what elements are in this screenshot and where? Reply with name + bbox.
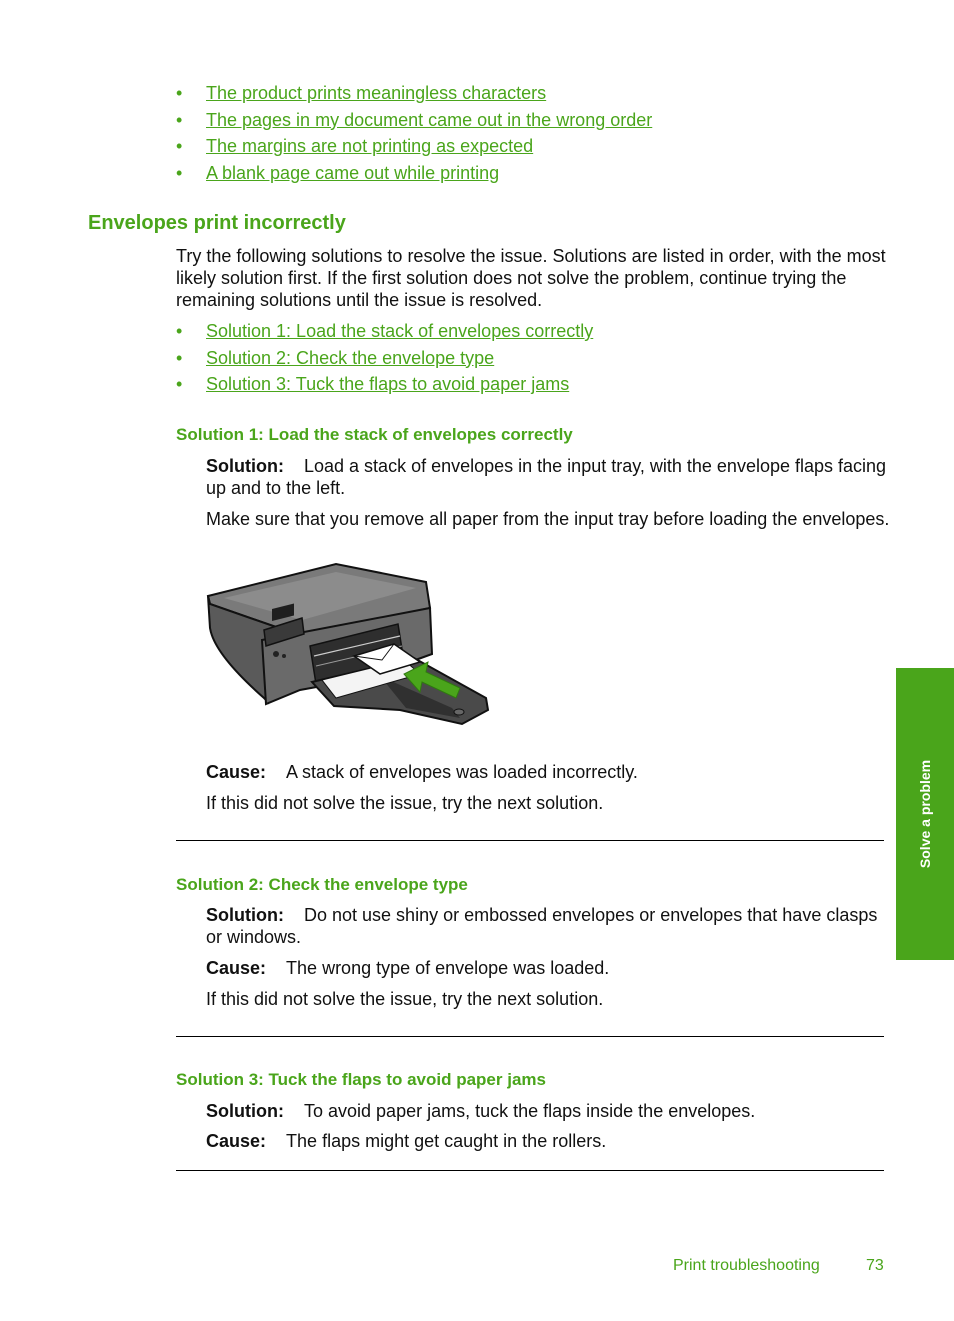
side-tab — [896, 668, 954, 960]
footer-section: Print troubleshooting — [673, 1257, 820, 1274]
solution-1-cause — [206, 761, 896, 783]
link-blank-page[interactable]: A blank page came out while printing — [206, 162, 500, 183]
section-divider — [176, 1170, 884, 1171]
solution-2-body: Do not use shiny or embossed envelopes or envelopes that have clasps or windows. — [206, 905, 878, 947]
section-divider — [176, 840, 884, 841]
intro-paragraph: Try the following solutions to resolve the issue. Solutions are listed in order, with the most likely solution first. If the first solution does not solve the problem, continue trying the remaining solutions until the issue is resolved. — [176, 246, 886, 310]
solution-1-body: Load a stack of envelopes in the input tray, with the envelope flaps facing up and to the left. — [206, 456, 887, 498]
solution-1-text — [206, 455, 890, 499]
solution-1-cause-text: A stack of envelopes was loaded incorrectly. — [286, 762, 638, 782]
bullet-icon: • — [176, 109, 183, 130]
printer-envelope-illustration — [204, 558, 496, 730]
solution-2-cause-text: The wrong type of envelope was loaded. — [286, 958, 610, 978]
bullet-icon: • — [176, 136, 183, 156]
solution-label: Solution: — [206, 1101, 284, 1121]
cause-label: Cause: — [206, 762, 267, 782]
link-wrong-order[interactable]: The pages in my document came out in the wrong order — [206, 109, 653, 130]
bullet-icon: • — [176, 321, 183, 341]
solutions-list — [176, 320, 593, 395]
solution-2-text — [206, 904, 890, 948]
solution-label: Solution: — [206, 905, 284, 925]
section-title: Envelopes print incorrectly — [88, 212, 346, 234]
solution-label: Solution: — [206, 456, 284, 476]
link-solution-3[interactable]: Solution 3: Tuck the flaps to avoid paper jams — [206, 374, 570, 394]
list-item — [176, 82, 652, 104]
related-topics-list — [176, 82, 652, 184]
solution-3-heading: Solution 3: Tuck the flaps to avoid paper jams — [176, 1070, 546, 1089]
solution-3-cause-text: The flaps might get caught in the rollers. — [286, 1131, 607, 1151]
solution-1-note: Make sure that you remove all paper from the input tray before loading the envelopes. — [206, 509, 890, 529]
link-solution-1[interactable]: Solution 1: Load the stack of envelopes correctly — [206, 321, 594, 341]
bullet-icon: • — [176, 83, 183, 103]
link-solution-2[interactable]: Solution 2: Check the envelope type — [206, 347, 495, 368]
side-tab-label: Solve a problem — [917, 759, 933, 869]
solution-2-next: If this did not solve the issue, try the next solution. — [206, 989, 604, 1009]
list-item — [176, 347, 593, 369]
section-divider — [176, 1036, 884, 1037]
list-item — [176, 109, 652, 131]
bullet-icon: • — [176, 374, 183, 394]
bullet-icon: • — [176, 347, 183, 368]
solution-1-next: If this did not solve the issue, try the next solution. — [206, 793, 604, 813]
solution-1-heading: Solution 1: Load the stack of envelopes correctly — [176, 425, 573, 444]
list-item — [176, 135, 652, 157]
solution-3-text — [206, 1100, 896, 1122]
solution-3-body: To avoid paper jams, tuck the flaps inside the envelopes. — [304, 1101, 756, 1121]
solution-2-heading: Solution 2: Check the envelope type — [176, 875, 468, 894]
link-margins[interactable]: The margins are not printing as expected — [206, 136, 534, 156]
solution-2-cause — [206, 957, 896, 979]
cause-label: Cause: — [206, 958, 267, 978]
list-item — [176, 320, 593, 342]
link-meaningless-characters[interactable]: The product prints meaningless characters — [206, 83, 547, 103]
cause-label: Cause: — [206, 1131, 267, 1151]
page-number: 73 — [866, 1257, 884, 1274]
list-item — [176, 373, 593, 395]
list-item — [176, 162, 652, 184]
solution-3-cause — [206, 1130, 896, 1152]
bullet-icon: • — [176, 162, 183, 183]
